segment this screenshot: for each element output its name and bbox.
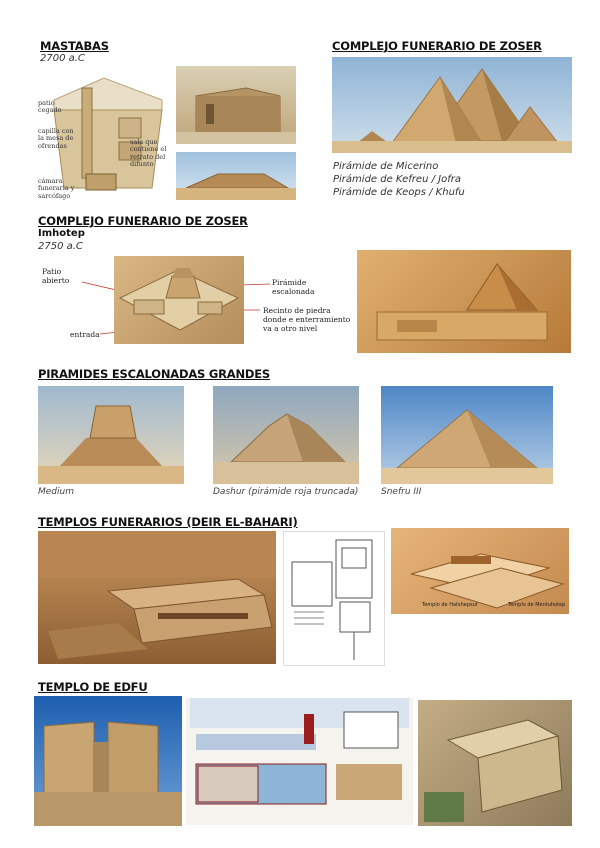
giza-pyramids-photo bbox=[332, 57, 572, 153]
zoser-label-patio: Patio abierto bbox=[42, 267, 70, 285]
plan-label-hatshepsut: Templo de Hatshepsut bbox=[422, 602, 478, 608]
mastabas-title: MASTABAS bbox=[40, 39, 109, 53]
mastaba-photo-1 bbox=[176, 66, 296, 144]
zoser-architect: Imhotep bbox=[38, 228, 85, 239]
zoser-title: COMPLEJO FUNERARIO DE ZOSER bbox=[38, 214, 248, 228]
dashur-caption: Dashur (pirámide roja truncada) bbox=[213, 487, 359, 497]
zoser-aerial-photo bbox=[357, 250, 571, 353]
edfu-title: TEMPLO DE EDFU bbox=[38, 680, 148, 694]
mastaba-label-patio: patio cegado bbox=[38, 99, 62, 115]
giza-title: COMPLEJO FUNERARIO DE ZOSER bbox=[332, 39, 542, 53]
edfu-plan-elevation bbox=[186, 698, 413, 825]
zoser-complex-model bbox=[114, 256, 244, 344]
plan-label-mentuhotep: Templo de Mentuhotep bbox=[508, 602, 566, 608]
giza-caption-3: Pirámide de Keops / Khufu bbox=[333, 187, 465, 198]
zoser-label-recinto: Recinto de piedra donde e enterramiento va a otro nivel bbox=[263, 306, 351, 333]
mastaba-label-capilla: capilla con la mesa de ofrendas bbox=[38, 127, 74, 150]
edfu-pylon-photo bbox=[34, 696, 182, 826]
edfu-aerial-reconstruction bbox=[418, 700, 572, 826]
templos-title: TEMPLOS FUNERARIOS (DEIR EL-BAHARI) bbox=[38, 515, 298, 529]
mastabas-date: 2700 a.C bbox=[40, 53, 85, 64]
giza-caption-2: Pirámide de Kefreu / Jofra bbox=[333, 174, 461, 185]
zoser-label-entrada: entrada bbox=[70, 330, 100, 339]
mastaba-label-camara: cámara funeraria y sarcófago bbox=[38, 177, 75, 200]
escalonadas-title: PIRAMIDES ESCALONADAS GRANDES bbox=[38, 367, 271, 381]
temple-floor-plan bbox=[283, 531, 385, 666]
dashur-pyramid-photo bbox=[213, 386, 359, 484]
zoser-date: 2750 a.C bbox=[38, 241, 83, 252]
deir-el-bahari-photo bbox=[38, 531, 276, 664]
snefru-pyramid-photo bbox=[381, 386, 553, 484]
meidum-pyramid-photo bbox=[38, 386, 184, 484]
meidum-caption: Medium bbox=[38, 487, 74, 497]
mastaba-photo-2 bbox=[176, 152, 296, 200]
snefru-caption: Snefru III bbox=[381, 487, 422, 497]
zoser-label-piramide: Pirámide escalonada bbox=[272, 278, 315, 296]
giza-caption-1: Pirámide de Micerino bbox=[333, 161, 439, 172]
mastaba-label-sala: sala que contiene el retrato del difunto bbox=[130, 138, 167, 169]
